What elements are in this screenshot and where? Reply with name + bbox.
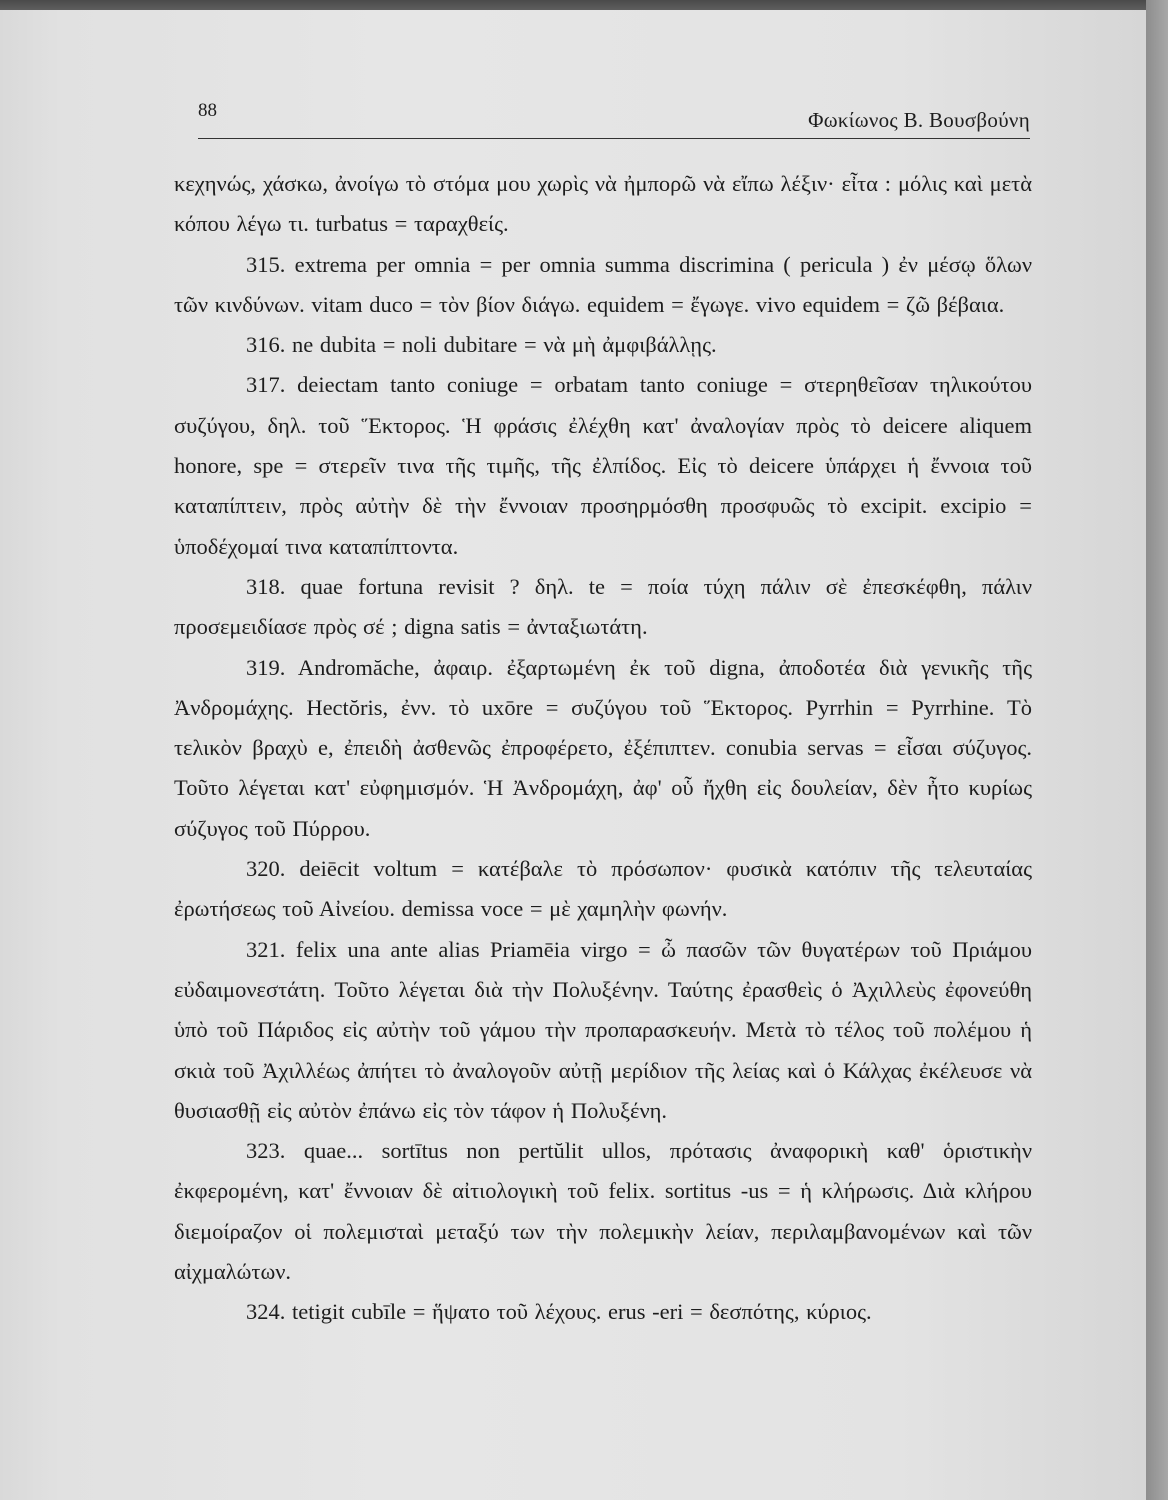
note-316: 316. ne dubita = noli dubitare = νὰ μὴ ἀμφιβάλλῃς. bbox=[246, 332, 717, 358]
note-320: 320. deiēcit voltum = κατέβαλε τὸ πρόσωπον· φυσικὰ κατόπιν τῆς τελευταίας ἐρωτήσεως τοῦ Αἰνείου. demissa voce = μὲ χαμηλὴν φωνήν. bbox=[174, 856, 1032, 922]
scan-right-border bbox=[1146, 0, 1168, 1500]
header-rule bbox=[198, 138, 1030, 139]
note-324: 324. tetigit cubīle = ἥψατο τοῦ λέχους. erus -eri = δεσπότης, κύριος. bbox=[246, 1299, 872, 1325]
note-317: 317. deiectam tanto coniuge = orbatam tanto coniuge = στερηθεῖσαν τηλικούτου συζύγου, δηλ. τοῦ Ἕκτορος. Ἡ φράσις ἐλέχθη κατ' ἀναλογίαν πρὸς τὸ deicere aliquem honore, spe = στερεῖν τινα τῆς τιμῆς, τῆς ἐλπίδος. Εἰς τὸ deicere ὑπάρχει ἡ ἔννοια τοῦ καταπίπτειν, πρὸς αὐτὴν δὲ τὴν ἔννοιαν προσηρμόσθη προσφυῶς τὸ excipit. excipio = ὑποδέχομαί τινα καταπίπτοντα. bbox=[174, 372, 1032, 559]
note-323: 323. quae... sortītus non pertŭlit ullos, πρότασις ἀναφορικὴ καθ' ὁριστικὴν ἐκφερομένη, κατ' ἔννοιαν δὲ αἰτιολογικὴ τοῦ felix. sortitus -us = ἡ κλήρωσις. Διὰ κλήρου διεμοίραζον οἱ πολεμισταὶ μεταξύ των τὴν πολεμικὴν λείαν, περιλαμβανομένων καὶ τῶν αἰχμαλώτων. bbox=[174, 1138, 1032, 1285]
running-head bbox=[198, 96, 1030, 140]
note-318: 318. quae fortuna revisit ? δηλ. te = ποία τύχη πάλιν σὲ ἐπεσκέφθη, πάλιν προσεμειδίασε πρὸς σέ ; digna satis = ἀνταξιωτάτη. bbox=[174, 573, 1032, 640]
note-319: 319. Andromăche, ἀφαιρ. ἐξαρτωμένη ἐκ τοῦ digna, ἀποδοτέα διὰ γενικῆς τῆς Ἀνδρομάχης. Hectŏris, ἐνν. τὸ uxōre = συζύγου τοῦ Ἕκτορος. Pyrrhin = Pyrrhine. Τὸ τελικὸν βραχὺ e, ἐπειδὴ ἀσθενῶς ἐπροφέρετο, ἐξέπιπτεν. conubia servas = εἶσαι σύζυγος. Τοῦτο λέγεται κατ' εὐφημισμόν. Ἡ Ἀνδρομάχη, ἀφ' οὗ ἤχθη εἰς δουλείαν, δὲν ἦτο κυρίως σύζυγος τοῦ Πύρρου. bbox=[174, 654, 1032, 841]
note-321: 321. felix una ante alias Priamēia virgo = ὦ πασῶν τῶν θυγατέρων τοῦ Πριάμου εὐδαιμονεστάτη. Τοῦτο λέγεται διὰ τὴν Πολυξένην. Ταύτης ἐρασθεὶς ὁ Ἀχιλλεὺς ἐφονεύθη ὑπὸ τοῦ Πάριδος εἰς αὐτὴν τοῦ γάμου τὴν προπαρασκευήν. Μετὰ τὸ τέλος τοῦ πολέμου ἡ σκιὰ τοῦ Ἀχιλλέως ἀπήτει τὸ ἀναλογοῦν αὐτῇ μερίδιον τῆς λείας καὶ ὁ Κάλχας ἐκέλευσε νὰ θυσιασθῇ εἰς αὐτὸν ἐπάνω εἰς τὸν τάφον ἡ Πολυξένη. bbox=[174, 936, 1032, 1123]
commentary-text bbox=[174, 164, 1032, 1333]
page-number: 88 bbox=[198, 100, 217, 121]
running-title: Φωκίωνος Β. Βουσβούνη bbox=[808, 108, 1030, 132]
paragraph-continuation: κεχηνώς, χάσκω, ἀνοίγω τὸ στόμα μου χωρὶς νὰ ἠμπορῶ νὰ εἴπω λέξιν· εἶτα : μόλις καὶ μετὰ κόπου λέγω τι. turbatus = ταραχθείς. bbox=[174, 171, 1032, 237]
note-315: 315. extrema per omnia = per omnia summa discrimina ( pericula ) ἐν μέσῳ ὅλων τῶν κινδύνων. vitam duco = τὸν βίον διάγω. equidem = ἔγωγε. vivo equidem = ζῶ βέβαια. bbox=[174, 251, 1032, 317]
